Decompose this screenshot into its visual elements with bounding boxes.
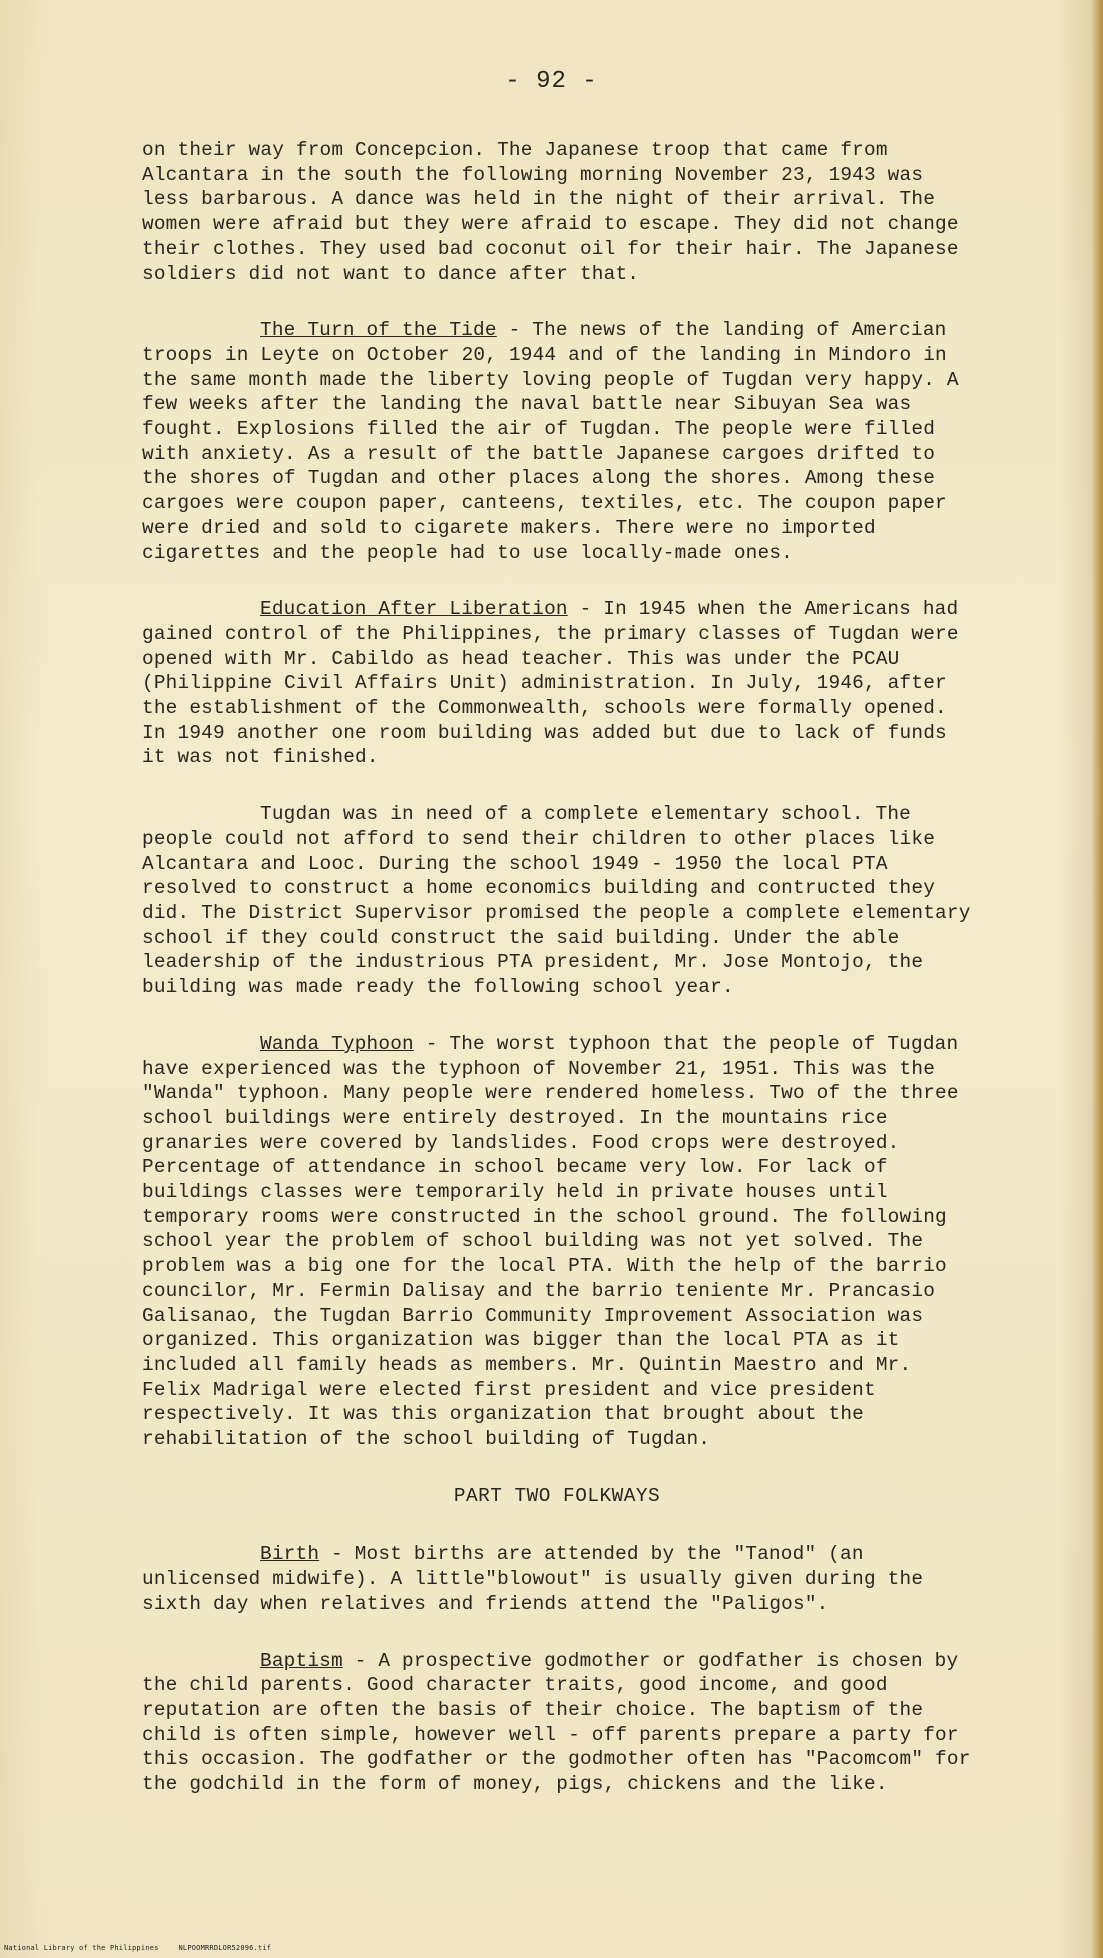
section-heading: Birth [260,1543,320,1566]
paragraph-text: - The worst typhoon that the people of Tugdan have experienced was the typhoon of November 21, 1951. This was the "Wanda" typhoon. Many people were rendered homeless. Two of the three school buildings were entirely destroyed. In the mountains rice granaries were covered by landslides. Food crops were destroyed. Percentage of attendance in school became very low. For lack of buildings classes were temporarily held in private houses until temporary rooms were constructed in the school ground. The following school year the problem of school building was not yet solved. The problem was a big one for the local PTA. With the help of the barrio councilor, Mr. Fermin Dalisay and the barrio teniente Mr. Prancasio Galisanao, the Tugdan Barrio Community Improvement Association was organized. This organization was bigger than the local PTA as it included all family heads as members. Mr. Quintin Maestro and Mr. Felix Madrigal were elected first president and vice president respectively. It was this organization that brought about the rehabilitation of the school building of Tugdan. [142,1032,959,1451]
page-number: - 92 - [505,68,598,95]
paragraph-text: - The news of the landing of Amercian troops in Leyte on October 20, 1944 and of the landing in Mindoro in the same month made the liberty loving people of Tugdan very happy. A few weeks after the landing the naval battle near Sibuyan Sea was fought. Explosions filled the air of Tugdan. The people were filled with anxiety. As a result of the battle Japanese cargoes drifted to the shores of Tugdan and other places along the shores. Among these cargoes were coupon paper, canteens, textiles, etc. The coupon paper were dried and sold to cigarete makers. There were no imported cigarettes and the people had to use locally-made ones. [142,319,959,564]
paragraph-wanda-typhoon [142,1032,972,1452]
section-heading: The Turn of the Tide [260,319,497,342]
scan-footer [4,1944,271,1952]
section-heading: Baptism [260,1649,343,1672]
part-title: PART TWO FOLKWAYS [453,1484,661,1507]
paragraph-birth [142,1542,972,1616]
page-edge [1091,0,1103,1958]
paragraph-text: Tugdan was in need of a complete elementary school. The people could not afford to send their children to other places like Alcantara and Looc. During the school 1949 - 1950 the local PTA resolved to construct a home economics building and contructed they did. The District Supervisor promised the people a complete elementary school if they could construct the said building. Under the able leadership of the industrious PTA president, Mr. Jose Montojo, the building was made ready the following school year. [142,803,971,999]
footer-file-name: NLPOOMRRDLOR52096.tif [178,1944,272,1952]
paragraph-text: - Most births are attended by the "Tanod" (an unlicensed midwife). A little"blowout" is usually given during the sixth day when relatives and friends attend the "Paligos". [142,1543,924,1615]
section-heading: Wanda Typhoon [260,1032,414,1055]
paragraph-baptism [142,1649,972,1797]
paragraph-japanese-troop [142,138,972,286]
paragraph-text: on their way from Concepcion. The Japanese troop that came from Alcantara in the south the following morning November 23, 1943 was less barbarous. A dance was held in the night of their arrival. The women were afraid but they were afraid to escape. They did not change their clothes. They used bad coconut oil for their hair. The Japanese soldiers did not want to dance after that. [142,139,959,285]
paragraph-turn-of-the-tide [142,318,972,565]
paragraph-complete-elementary-school [142,802,972,1000]
section-heading: Education After Liberation [260,598,568,621]
paragraph-text: - In 1945 when the Americans had gained control of the Philippines, the primary classes of Tugdan were opened with Mr. Cabildo as head teacher. This was under the PCAU (Philippine Civil Affairs Unit) administration. In July, 1946, after the establishment of the Commonwealth, schools were formally opened. In 1949 another one room building was added but due to lack of funds it was not finished. [142,598,959,769]
footer-library: National Library of the Philippines [4,1944,159,1952]
document-body [142,138,972,1829]
paragraph-education-after-liberation [142,597,972,770]
paragraph-text: - A prospective godmother or godfather is chosen by the child parents. Good character traits, good income, and good reputation are often the basis of their choice. The baptism of the child is often simple, however well - off parents prepare a party for this occasion. The godfather or the godmother often has "Pacomcom" for the godchild in the form of money, pigs, chickens and the like. [142,1649,971,1796]
